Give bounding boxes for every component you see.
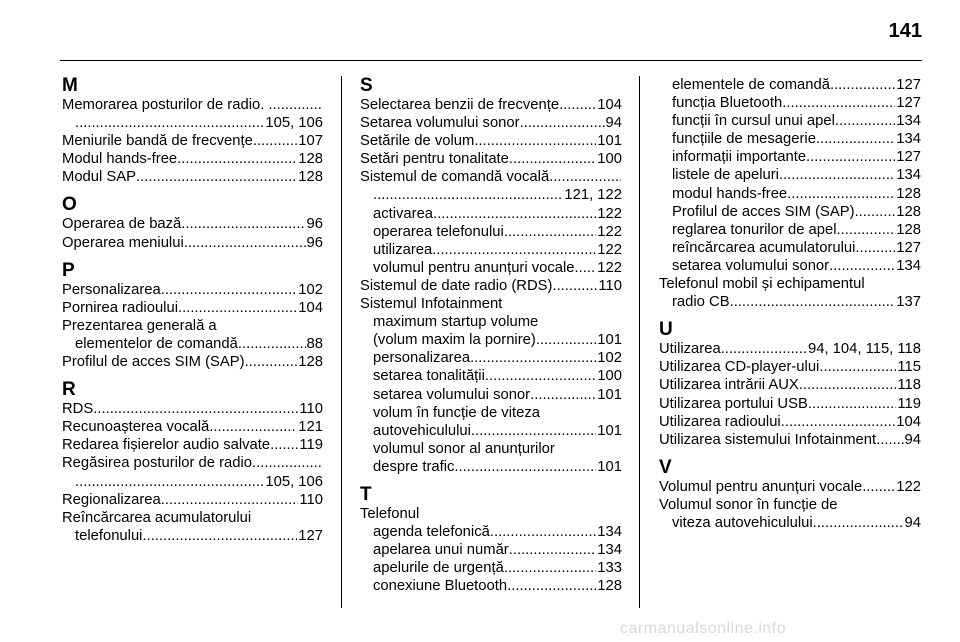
index-heading: volumul sonor al anunțurilor bbox=[373, 440, 555, 457]
dot-leader bbox=[470, 349, 596, 367]
dot-leader bbox=[373, 186, 563, 204]
index-entry[interactable] bbox=[659, 514, 921, 532]
dot-leader bbox=[432, 241, 596, 259]
index-entry[interactable] bbox=[62, 473, 323, 491]
page-reference[interactable]: 134 bbox=[597, 542, 622, 559]
index-column-2 bbox=[360, 76, 622, 595]
page-reference[interactable]: 128 bbox=[298, 354, 323, 371]
entry-term: listele de apeluri bbox=[672, 167, 779, 184]
page-reference[interactable]: 101 bbox=[597, 332, 622, 349]
entry-term: Utilizarea intrării AUX bbox=[659, 377, 799, 394]
dot-leader bbox=[549, 168, 621, 186]
index-heading: maximum startup volume bbox=[373, 314, 539, 331]
page-reference[interactable]: 101 bbox=[597, 386, 622, 403]
entry-term: reglarea tonurilor de apel bbox=[672, 221, 837, 238]
index-entry[interactable] bbox=[62, 491, 323, 509]
dot-leader bbox=[142, 527, 297, 545]
entry-term: Operarea de bază bbox=[62, 216, 182, 233]
section-letter: U bbox=[659, 319, 673, 341]
page-reference[interactable]: 100 bbox=[597, 151, 622, 168]
dot-leader bbox=[808, 395, 897, 413]
page-reference[interactable]: 107 bbox=[298, 133, 323, 150]
page-reference[interactable]: 105, 106 bbox=[265, 115, 323, 132]
dot-leader bbox=[507, 577, 596, 595]
entry-term: Setarea volumului sonor bbox=[360, 115, 520, 132]
index-entry[interactable] bbox=[360, 523, 622, 541]
entry-term: informații importante bbox=[672, 149, 807, 166]
entry-term: Setările de volum bbox=[360, 133, 475, 150]
page-reference[interactable]: 100 bbox=[597, 368, 622, 385]
entry-term: radio CB bbox=[672, 294, 730, 311]
entry-term: Volumul pentru anunțuri vocale bbox=[659, 478, 863, 495]
page-reference[interactable]: 121, 122 bbox=[564, 187, 622, 204]
column-divider bbox=[341, 76, 342, 608]
page-reference[interactable]: 134 bbox=[896, 131, 921, 148]
dot-leader bbox=[799, 376, 897, 394]
index-heading: Reîncărcarea acumulatorului bbox=[62, 509, 252, 526]
dot-leader bbox=[837, 221, 896, 239]
index-column-3 bbox=[659, 76, 921, 532]
dot-leader bbox=[75, 473, 264, 491]
index-entry[interactable] bbox=[360, 223, 622, 241]
dot-leader bbox=[474, 132, 596, 150]
index-heading: Volumul sonor în funcție de bbox=[659, 496, 838, 513]
entry-term: Redarea fișierelor audio salvate. bbox=[62, 437, 275, 454]
index-entry[interactable] bbox=[62, 281, 323, 299]
dot-leader bbox=[509, 150, 596, 168]
index-entry[interactable] bbox=[360, 259, 622, 277]
dot-leader bbox=[782, 94, 895, 112]
page-reference[interactable]: 122 bbox=[597, 223, 622, 240]
entry-term: (volum maxim la pornire) bbox=[373, 332, 536, 349]
index-entry[interactable] bbox=[659, 413, 921, 431]
section-letter: M bbox=[62, 75, 78, 96]
index-entry[interactable] bbox=[360, 331, 622, 349]
page-reference[interactable]: 127 bbox=[896, 77, 921, 93]
dot-leader bbox=[559, 96, 596, 114]
dot-leader bbox=[806, 148, 895, 166]
dot-leader bbox=[454, 458, 596, 476]
dot-leader bbox=[253, 132, 297, 150]
entry-term: Profilul de acces SIM (SAP) bbox=[672, 203, 855, 220]
dot-leader bbox=[504, 559, 596, 577]
index-entry[interactable] bbox=[62, 234, 323, 252]
section-letter: V bbox=[659, 456, 672, 478]
entry-term: modul hands-free bbox=[672, 185, 788, 202]
entry-term: Personalizarea bbox=[62, 281, 161, 298]
dot-leader bbox=[238, 335, 306, 353]
index-entry[interactable] bbox=[62, 335, 323, 353]
dot-leader bbox=[93, 400, 298, 418]
index-entry[interactable] bbox=[659, 203, 921, 221]
index-entry[interactable] bbox=[62, 150, 323, 168]
index-entry[interactable] bbox=[659, 166, 921, 184]
entry-term: Modul SAP bbox=[62, 169, 137, 186]
dot-leader bbox=[252, 454, 322, 472]
entry-term: despre trafic bbox=[373, 458, 455, 475]
page-reference[interactable]: 101 bbox=[597, 458, 622, 475]
index-entry[interactable] bbox=[659, 112, 921, 130]
dot-leader bbox=[779, 166, 895, 184]
page-reference[interactable]: 104 bbox=[597, 97, 622, 113]
index-entry[interactable] bbox=[62, 353, 323, 371]
index-entry[interactable] bbox=[62, 215, 323, 233]
section-letter: T bbox=[360, 483, 372, 505]
section-letter: R bbox=[62, 379, 76, 401]
index-entry[interactable] bbox=[659, 431, 921, 449]
dot-leader bbox=[862, 478, 895, 496]
page-reference[interactable]: 104 bbox=[298, 299, 323, 316]
entry-term: setarea volumului sonor bbox=[672, 257, 830, 274]
index-entry[interactable] bbox=[659, 130, 921, 148]
index-entry[interactable] bbox=[62, 299, 323, 317]
page-reference[interactable]: 102 bbox=[597, 350, 622, 367]
page-reference[interactable]: 94 bbox=[605, 115, 622, 132]
page-reference[interactable]: 96 bbox=[306, 234, 323, 251]
entry-term: Selectarea benzii de frecvențe bbox=[360, 97, 560, 113]
index-entry[interactable] bbox=[360, 559, 622, 577]
page-reference[interactable]: 101 bbox=[597, 422, 622, 439]
page-reference[interactable]: 121 bbox=[298, 419, 323, 436]
dot-leader bbox=[504, 223, 596, 241]
page-reference[interactable]: 94, 104, 115, 118 bbox=[808, 341, 921, 358]
index-entry[interactable] bbox=[62, 527, 323, 545]
dot-leader bbox=[520, 114, 605, 132]
dot-leader bbox=[136, 168, 297, 186]
entry-term: Operarea meniului bbox=[62, 234, 184, 251]
index-entry[interactable] bbox=[360, 458, 622, 476]
page-reference[interactable]: 134 bbox=[896, 113, 921, 130]
index-entry[interactable] bbox=[659, 76, 921, 94]
entry-term: Setări pentru tonalitate bbox=[360, 151, 509, 168]
entry-term: Utilizarea portului USB bbox=[659, 395, 808, 412]
index-entry[interactable] bbox=[659, 478, 921, 496]
page-reference[interactable]: 127 bbox=[896, 149, 921, 166]
dot-leader bbox=[730, 293, 896, 311]
entry-term: funcția Bluetooth bbox=[672, 95, 783, 112]
index-entry[interactable] bbox=[62, 436, 323, 454]
index-entry[interactable] bbox=[360, 386, 622, 404]
index-heading: Telefonul bbox=[360, 505, 420, 522]
index-entry[interactable] bbox=[360, 277, 622, 295]
dot-leader bbox=[835, 112, 895, 130]
entry-term: funcții în cursul unui apel bbox=[672, 113, 835, 130]
page-reference[interactable]: 94 bbox=[904, 514, 921, 531]
page-reference[interactable]: 128 bbox=[298, 151, 323, 168]
dot-leader bbox=[161, 491, 299, 509]
entry-term: telefonului bbox=[75, 527, 143, 544]
index-entry[interactable] bbox=[360, 114, 622, 132]
index-entry[interactable] bbox=[659, 94, 921, 112]
page-reference[interactable]: 122 bbox=[597, 205, 622, 222]
dot-leader bbox=[530, 386, 596, 404]
index-entry[interactable] bbox=[360, 150, 622, 168]
dot-leader bbox=[552, 277, 597, 295]
page-reference[interactable]: 122 bbox=[597, 259, 622, 276]
index-entry[interactable] bbox=[62, 132, 323, 150]
index-entry[interactable] bbox=[360, 241, 622, 259]
entry-term: personalizarea bbox=[373, 350, 471, 367]
dot-leader bbox=[536, 331, 596, 349]
watermark: carmanualsonline.info bbox=[620, 620, 787, 637]
page-reference[interactable]: 128 bbox=[597, 578, 622, 595]
entry-term: Recunoașterea vocală bbox=[62, 419, 210, 436]
dot-leader bbox=[781, 413, 896, 431]
page-reference[interactable]: 119 bbox=[299, 437, 323, 454]
index-entry[interactable] bbox=[62, 454, 323, 472]
dot-leader bbox=[485, 367, 596, 385]
dot-leader bbox=[161, 281, 298, 299]
page-reference[interactable]: 102 bbox=[298, 281, 323, 298]
page-reference[interactable]: 134 bbox=[896, 167, 921, 184]
entry-term: volumul pentru anunțuri vocale bbox=[373, 259, 575, 276]
page-number: 141 bbox=[888, 20, 922, 42]
index-entry[interactable] bbox=[360, 132, 622, 150]
entry-term: agenda telefonică bbox=[373, 524, 490, 541]
dot-leader bbox=[855, 239, 895, 257]
entry-term: viteza autovehiculului bbox=[672, 514, 813, 531]
entry-term: Modul hands-free bbox=[62, 151, 178, 168]
page-reference[interactable]: 133 bbox=[597, 560, 622, 577]
page-reference[interactable]: 127 bbox=[298, 527, 323, 544]
page-reference[interactable]: 134 bbox=[896, 257, 921, 274]
dot-leader bbox=[245, 353, 298, 371]
page-reference[interactable]: 119 bbox=[897, 395, 921, 412]
dot-leader bbox=[880, 431, 903, 449]
entry-term: Regăsirea posturilor de radio bbox=[62, 455, 252, 472]
dot-leader bbox=[274, 436, 298, 454]
entry-term: Pornirea radioului bbox=[62, 299, 178, 316]
page-reference[interactable]: 134 bbox=[597, 524, 622, 541]
entry-term: reîncărcarea acumulatorului bbox=[672, 239, 856, 256]
entry-term: Utilizarea bbox=[659, 341, 721, 358]
page-reference[interactable]: 94 bbox=[904, 431, 921, 448]
index-entry[interactable] bbox=[360, 577, 622, 595]
entry-term: elementelor de comandă bbox=[75, 335, 238, 352]
dot-leader bbox=[855, 203, 896, 221]
index-entry[interactable] bbox=[659, 358, 921, 376]
dot-leader bbox=[721, 340, 807, 358]
entry-term: funcțiile de mesagerie bbox=[672, 131, 816, 148]
index-column-1 bbox=[62, 76, 323, 545]
index-entry[interactable] bbox=[360, 541, 622, 559]
page-reference[interactable]: 110 bbox=[598, 277, 622, 294]
index-entry[interactable] bbox=[659, 239, 921, 257]
dot-leader bbox=[75, 114, 264, 132]
dot-leader bbox=[575, 259, 597, 277]
page-reference[interactable]: 128 bbox=[896, 185, 921, 202]
entry-term: Utilizarea sistemului Infotainment. bbox=[659, 431, 881, 448]
page-reference[interactable]: 122 bbox=[896, 478, 921, 495]
dot-leader bbox=[830, 76, 895, 94]
entry-term: setarea tonalității bbox=[373, 368, 485, 385]
page-reference[interactable]: 127 bbox=[896, 239, 921, 256]
index-entry[interactable] bbox=[659, 395, 921, 413]
entry-term: Regionalizarea bbox=[62, 491, 161, 508]
entry-term: RDS bbox=[62, 401, 94, 418]
page-reference[interactable]: 137 bbox=[896, 294, 921, 311]
entry-term: utilizarea bbox=[373, 241, 433, 258]
dot-leader bbox=[819, 358, 896, 376]
entry-term: elementele de comandă bbox=[672, 77, 830, 93]
index-heading: Telefonul mobil și echipamentul bbox=[659, 276, 865, 293]
dot-leader bbox=[490, 523, 596, 541]
index-entry[interactable] bbox=[659, 221, 921, 239]
index-entry[interactable] bbox=[360, 349, 622, 367]
page-reference[interactable]: 118 bbox=[897, 377, 921, 394]
page-reference[interactable]: 115 bbox=[897, 359, 921, 376]
page-reference[interactable]: 128 bbox=[298, 169, 323, 186]
entry-term: apelurile de urgență bbox=[373, 560, 504, 577]
index-entry[interactable] bbox=[360, 186, 622, 204]
index-entry[interactable] bbox=[62, 96, 323, 114]
entry-term: autovehiculului bbox=[373, 422, 471, 439]
section-letter: O bbox=[62, 194, 77, 216]
dot-leader bbox=[816, 130, 895, 148]
index-entry[interactable] bbox=[360, 422, 622, 440]
page-reference[interactable]: 105, 106 bbox=[265, 473, 323, 490]
page-reference[interactable]: 110 bbox=[299, 491, 323, 508]
index-entry[interactable] bbox=[659, 293, 921, 311]
index-entry[interactable] bbox=[659, 376, 921, 394]
dot-leader bbox=[181, 215, 305, 233]
index-entry[interactable] bbox=[360, 96, 622, 114]
page-reference[interactable]: 96 bbox=[306, 216, 323, 233]
header-rule bbox=[60, 60, 922, 61]
index-entry[interactable] bbox=[62, 400, 323, 418]
entry-term: Meniurile bandă de frecvențe bbox=[62, 133, 253, 150]
index-heading: Sistemul Infotainment bbox=[360, 296, 503, 313]
section-letter: P bbox=[62, 259, 75, 281]
index-entry[interactable] bbox=[62, 418, 323, 436]
dot-leader bbox=[787, 185, 895, 203]
index-entry[interactable] bbox=[62, 168, 323, 186]
dot-leader bbox=[209, 418, 297, 436]
entry-term: Sistemul de date radio (RDS) bbox=[360, 277, 553, 294]
page-reference[interactable]: 110 bbox=[299, 401, 323, 418]
index-heading: volum în funcție de viteza bbox=[373, 404, 540, 421]
index-entry[interactable] bbox=[360, 205, 622, 223]
index-entry[interactable] bbox=[360, 168, 622, 186]
index-entry[interactable] bbox=[659, 148, 921, 166]
page-reference[interactable]: 104 bbox=[896, 413, 921, 430]
entry-term: conexiune Bluetooth bbox=[373, 578, 508, 595]
dot-leader bbox=[273, 96, 322, 114]
entry-term: apelarea unui număr bbox=[373, 542, 509, 559]
index-entry[interactable] bbox=[62, 114, 323, 132]
dot-leader bbox=[178, 299, 297, 317]
page-reference[interactable]: 101 bbox=[597, 133, 622, 150]
page-reference[interactable]: 127 bbox=[896, 95, 921, 112]
entry-term: operarea telefonului bbox=[373, 223, 504, 240]
entry-term: Profilul de acces SIM (SAP) bbox=[62, 354, 245, 371]
dot-leader bbox=[829, 257, 895, 275]
dot-leader bbox=[177, 150, 297, 168]
entry-term: Memorarea posturilor de radio. . bbox=[62, 97, 273, 113]
page-reference[interactable]: 128 bbox=[896, 203, 921, 220]
index-entry[interactable] bbox=[659, 185, 921, 203]
column-divider bbox=[639, 76, 640, 608]
dot-leader bbox=[509, 541, 597, 559]
page-reference[interactable]: 122 bbox=[597, 241, 622, 258]
index-entry[interactable] bbox=[659, 257, 921, 275]
section-letter: S bbox=[360, 75, 373, 96]
index-heading: Prezentarea generală a bbox=[62, 317, 217, 334]
dot-leader bbox=[433, 205, 596, 223]
dot-leader bbox=[471, 422, 596, 440]
page-reference[interactable]: 88 bbox=[306, 335, 323, 352]
index-entry[interactable] bbox=[360, 367, 622, 385]
entry-term: setarea volumului sonor bbox=[373, 386, 531, 403]
entry-term: activarea bbox=[373, 205, 434, 222]
entry-term: Utilizarea radioului bbox=[659, 413, 781, 430]
index-entry[interactable] bbox=[659, 340, 921, 358]
entry-term: Utilizarea CD-player-ului bbox=[659, 359, 820, 376]
entry-term: Sistemul de comandă vocală bbox=[360, 169, 550, 186]
dot-leader bbox=[813, 514, 904, 532]
page-reference[interactable]: 128 bbox=[896, 221, 921, 238]
dot-leader bbox=[184, 234, 306, 252]
